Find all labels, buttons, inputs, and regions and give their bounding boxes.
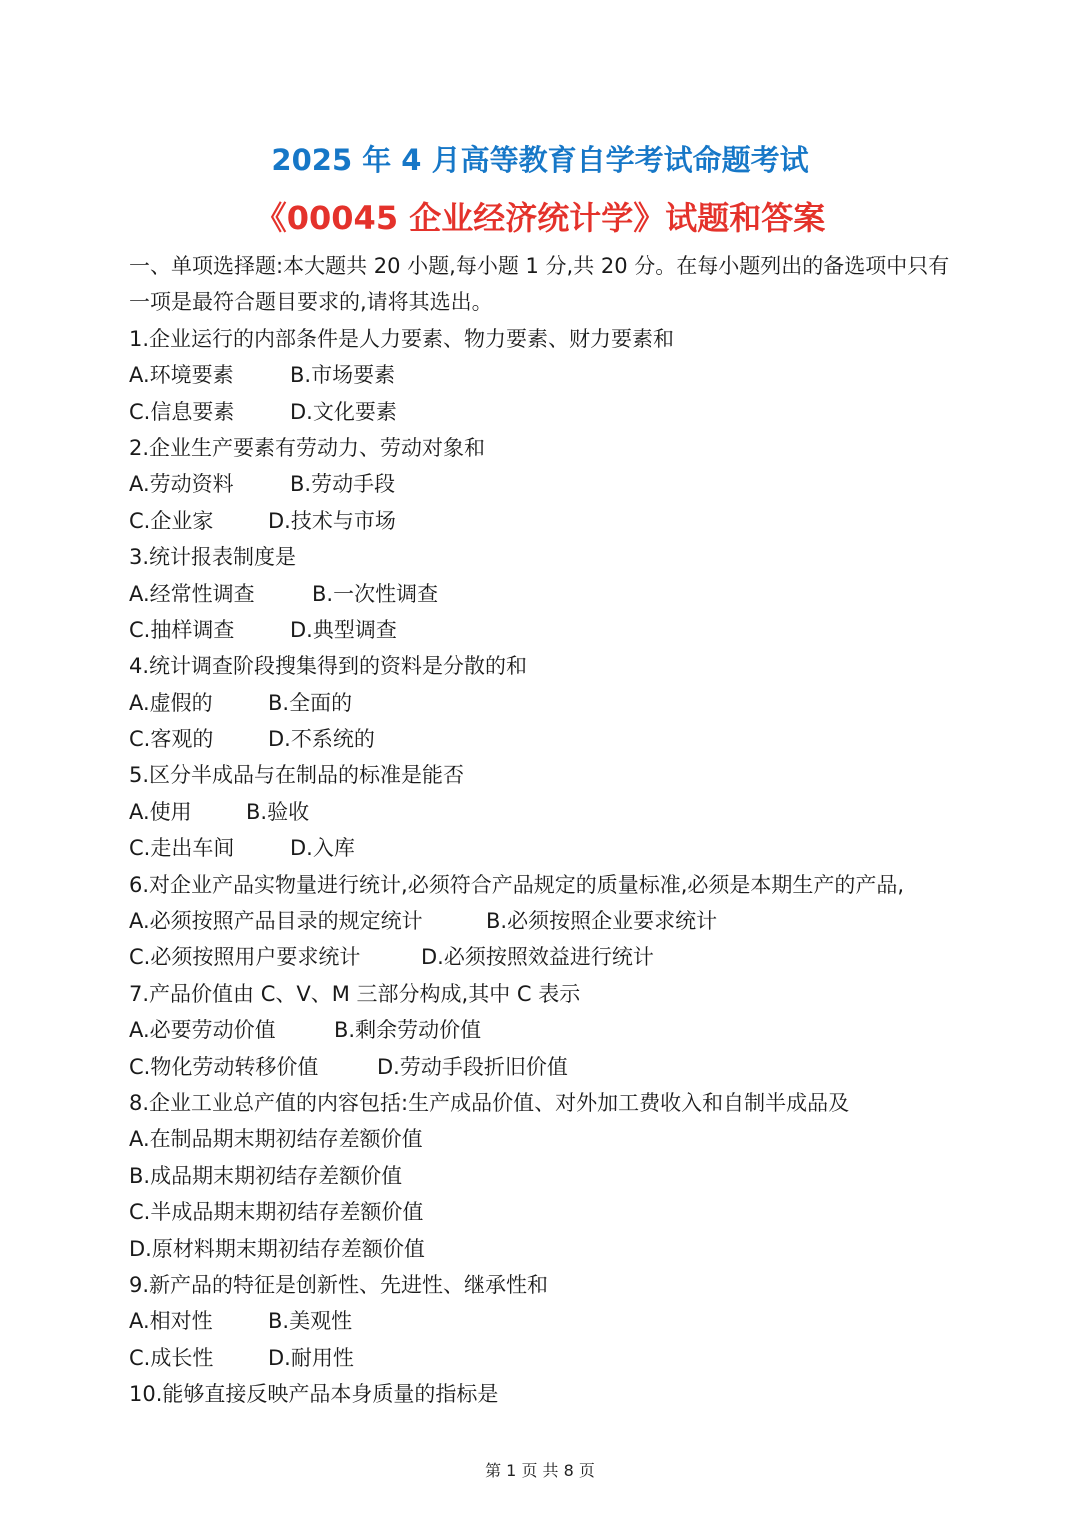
question-stem: 9.新产品的特征是创新性、先进性、继承性和	[129, 1272, 549, 1297]
page-number: 第 1 页 共 8 页	[485, 1461, 595, 1480]
option-a: A.经常性调查	[129, 581, 255, 606]
option-c: C.抽样调查	[129, 617, 235, 642]
option-c: C.客观的	[129, 727, 214, 752]
option-c: C.企业家	[129, 508, 214, 533]
option-b: B.剩余劳动价值	[334, 1018, 482, 1043]
option-a: A.在制品期末期初结存差额价值	[129, 1127, 423, 1152]
option-d: D.耐用性	[268, 1345, 354, 1370]
section-instruction: 一、单项选择题:本大题共 20 小题,每小题 1 分,共 20 分。在每小题列出的备选项中只有	[129, 254, 950, 278]
option-row	[129, 794, 969, 830]
question-stem: 7.产品价值由 C、V、M 三部分构成,其中 C 表示	[129, 981, 581, 1006]
option-row	[129, 721, 969, 757]
question-stem: 4.统计调查阶段搜集得到的资料是分散的和	[129, 654, 528, 679]
question-stem: 2.企业生产要素有劳动力、劳动对象和	[129, 435, 486, 460]
option-a: A.必要劳动价值	[129, 1018, 276, 1043]
option-row	[129, 685, 969, 721]
question-stem: 1.企业运行的内部条件是人力要素、物力要素、财力要素和	[129, 326, 675, 351]
option-row	[129, 903, 969, 939]
option-b: B.市场要素	[290, 363, 396, 388]
option-row	[129, 576, 969, 612]
option-d: D.典型调查	[290, 617, 397, 642]
option-c: C.成长性	[129, 1345, 214, 1370]
exam-title: 2025 年 4 月高等教育自学考试命题考试	[271, 143, 809, 177]
section-instruction-cont: 一项是最符合题目要求的,请将其选出。	[129, 290, 493, 315]
option-d: D.原材料期末期初结存差额价值	[129, 1236, 425, 1261]
option-b: B.美观性	[268, 1309, 353, 1334]
question-stem: 8.企业工业总产值的内容包括:生产成品价值、对外加工费收入和自制半成品及	[129, 1090, 850, 1115]
option-d: D.必须按照效益进行统计	[421, 945, 654, 970]
option-c: C.半成品期末期初结存差额价值	[129, 1200, 424, 1225]
option-row	[129, 394, 969, 430]
question-stem: 6.对企业产品实物量进行统计,必须符合产品规定的质量标准,必须是本期生产的产品,	[129, 872, 905, 897]
option-b: B.必须按照企业要求统计	[486, 909, 718, 934]
option-b: B.一次性调查	[312, 581, 439, 606]
question-stem: 3.统计报表制度是	[129, 545, 297, 570]
option-a: A.使用	[129, 799, 192, 824]
option-row	[129, 466, 969, 502]
option-a: A.必须按照产品目录的规定统计	[129, 909, 423, 934]
option-row	[129, 357, 969, 393]
option-c: C.信息要素	[129, 399, 235, 424]
option-a: A.虚假的	[129, 690, 213, 715]
option-a: A.环境要素	[129, 363, 234, 388]
option-d: D.入库	[290, 836, 355, 861]
option-c: C.物化劳动转移价值	[129, 1054, 319, 1079]
option-d: D.劳动手段折旧价值	[377, 1054, 568, 1079]
exam-subtitle: 《00045 企业经济统计学》试题和答案	[254, 199, 826, 237]
option-a: A.劳动资料	[129, 472, 234, 497]
option-d: D.文化要素	[290, 399, 397, 424]
option-row	[129, 503, 969, 539]
question-list	[129, 248, 969, 1413]
option-b: B.验收	[246, 799, 310, 824]
option-row	[129, 939, 969, 975]
question-stem: 10.能够直接反映产品本身质量的指标是	[129, 1382, 499, 1407]
option-row	[129, 1012, 969, 1048]
option-row	[129, 830, 969, 866]
option-row	[129, 1340, 969, 1376]
question-stem: 5.区分半成品与在制品的标准是能否	[129, 763, 465, 788]
option-c: C.走出车间	[129, 836, 235, 861]
option-b: B.全面的	[268, 690, 353, 715]
option-row	[129, 1303, 969, 1339]
option-d: D.不系统的	[268, 727, 375, 752]
option-c: C.必须按照用户要求统计	[129, 945, 361, 970]
option-row	[129, 612, 969, 648]
option-row	[129, 1049, 969, 1085]
option-d: D.技术与市场	[268, 508, 396, 533]
option-a: A.相对性	[129, 1309, 213, 1334]
option-b: B.劳动手段	[290, 472, 396, 497]
option-b: B.成品期末期初结存差额价值	[129, 1163, 403, 1188]
